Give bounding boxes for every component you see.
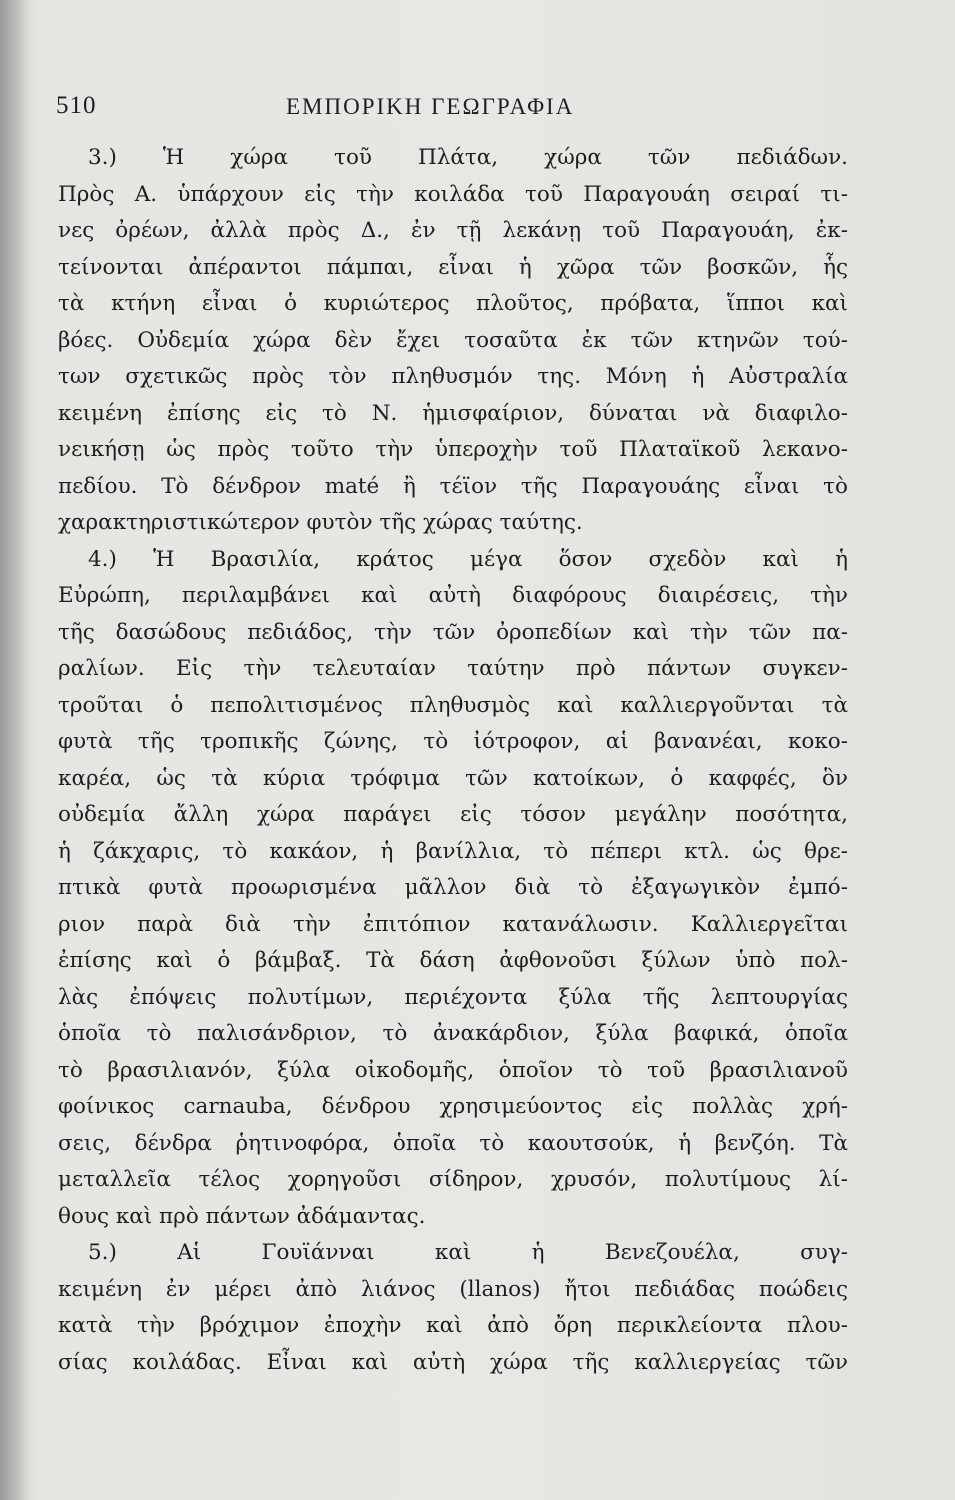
text-line: καρέα, ὡς τὰ κύρια τρόφιμα τῶν κατοίκων, ὁ καφφές, ὃν	[58, 765, 848, 791]
page-header	[56, 92, 856, 132]
text-line: 5.) Αἱ Γουϊάνναι καὶ ἡ Βενεζουέλα, συγ-	[88, 1240, 848, 1265]
text-line: ὁποῖα τὸ παλισάνδριον, τὸ ἀνακάρδιον, ξύλα βαφικά, ὁποῖα	[58, 1021, 848, 1046]
text-line: Πρὸς Α. ὑπάρχουν εἰς τὴν κοιλάδα τοῦ Παραγουάη σειραί τι-	[58, 181, 848, 207]
text-line: πτικὰ φυτὰ προωρισμένα μᾶλλον διὰ τὸ ἐξαγωγικὸν ἐμπό-	[58, 875, 848, 900]
text-line: τῆς δασώδους πεδιάδος, τὴν τῶν ὀροπεδίων καὶ τὴν τῶν πα-	[58, 619, 848, 645]
page-number: 510	[56, 92, 97, 119]
text-line: θους καὶ πρὸ πάντων ἀδάμαντας.	[58, 1203, 426, 1229]
text-line: σίας κοιλάδας. Εἶναι καὶ αὐτὴ χώρα τῆς καλλιεργείας τῶν	[58, 1349, 848, 1375]
text-line: ριον παρὰ διὰ τὴν ἐπιτόπιον κατανάλωσιν. Καλλιεργεῖται	[58, 911, 848, 937]
text-line: κατὰ τὴν βρόχιμον ἐποχὴν καὶ ἀπὸ ὄρη περικλείοντα πλου-	[58, 1313, 848, 1338]
page-edge-shadow	[0, 0, 30, 1500]
text-line: μεταλλεῖα τέλος χορηγοῦσι σίδηρον, χρυσόν, πολυτίμους λί-	[58, 1167, 848, 1192]
text-line: βόες. Οὐδεμία χώρα δὲν ἔχει τοσαῦτα ἐκ τῶν κτηνῶν τού-	[58, 327, 848, 353]
text-line: κειμένη ἐν μέρει ἀπὸ λιάνος (llanos) ἤτοι πεδιάδας ποώδεις	[58, 1276, 848, 1302]
text-line: χαρακτηριστικώτερον φυτὸν τῆς χώρας ταύτης.	[58, 510, 583, 535]
text-line: φοίνικος carnauba, δένδρου χρησιμεύοντος εἰς πολλὰς χρή-	[58, 1094, 848, 1119]
text-line: πεδίου. Τὸ δένδρον maté ἢ τέϊον τῆς Παραγουάης εἶναι τὸ	[58, 473, 848, 499]
body-text	[58, 140, 848, 1381]
text-line: φυτὰ τῆς τροπικῆς ζώνης, τὸ ἰότροφον, αἱ βανανέαι, κοκο-	[58, 729, 848, 754]
text-line: 3.) Ἡ χώρα τοῦ Πλάτα, χώρα τῶν πεδιάδων.	[88, 145, 848, 170]
text-line: τροῦται ὁ πεπολιτισμένος πληθυσμὸς καὶ καλλιεργοῦνται τὰ	[58, 692, 848, 718]
text-line: τείνονται ἀπέραντοι πάμπαι, εἶναι ἡ χῶρα τῶν βοσκῶν, ἧς	[58, 254, 848, 280]
text-line: κειμένη ἐπίσης εἰς τὸ Ν. ἡμισφαίριον, δύναται νὰ διαφιλο-	[58, 400, 848, 426]
text-line: τὸ βρασιλιανόν, ξύλα οἰκοδομῆς, ὁποῖον τὸ τοῦ βρασιλιανοῦ	[58, 1057, 848, 1083]
text-line: τὰ κτήνη εἶναι ὁ κυριώτερος πλοῦτος, πρόβατα, ἵπποι καὶ	[58, 291, 848, 316]
text-line: λὰς ἐπόψεις πολυτίμων, περιέχοντα ξύλα τῆς λεπτουργίας	[58, 984, 848, 1010]
text-line: ἡ ζάκχαρις, τὸ κακάον, ἡ βανίλλια, τὸ πέπερι κτλ. ὡς θρε-	[58, 838, 848, 864]
text-line: νεικήσῃ ὡς πρὸς τοῦτο τὴν ὑπεροχὴν τοῦ Πλαταϊκοῦ λεκανο-	[58, 437, 848, 462]
text-line: 4.) Ἡ Βρασιλία, κράτος μέγα ὅσον σχεδὸν καὶ ἡ	[88, 546, 848, 572]
text-line: των σχετικῶς πρὸς τὸν πληθυσμόν της. Μόνη ἡ Αὐστραλία	[58, 364, 848, 389]
text-line: οὐδεμία ἄλλη χώρα παράγει εἰς τόσον μεγάλην ποσότητα,	[58, 802, 848, 827]
text-line: νες ὀρέων, ἀλλὰ πρὸς Δ., ἐν τῇ λεκάνῃ τοῦ Παραγουάη, ἐκ-	[58, 218, 848, 243]
text-line: ραλίων. Εἰς τὴν τελευταίαν ταύτην πρὸ πάντων συγκεν-	[58, 656, 848, 681]
text-line: σεις, δένδρα ῥητινοφόρα, ὁποῖα τὸ καουτσούκ, ἡ βενζόη. Τὰ	[58, 1130, 848, 1156]
text-line: Εὐρώπη, περιλαμβάνει καὶ αὐτὴ διαφόρους διαιρέσεις, τὴν	[58, 583, 848, 608]
running-title: ΕΜΠΟΡΙΚΗ ΓΕΩΓΡΑΦΙΑ	[286, 94, 575, 119]
text-line: ἐπίσης καὶ ὁ βάμβαξ. Τὰ δάση ἀφθονοῦσι ξύλων ὑπὸ πολ-	[58, 948, 848, 973]
